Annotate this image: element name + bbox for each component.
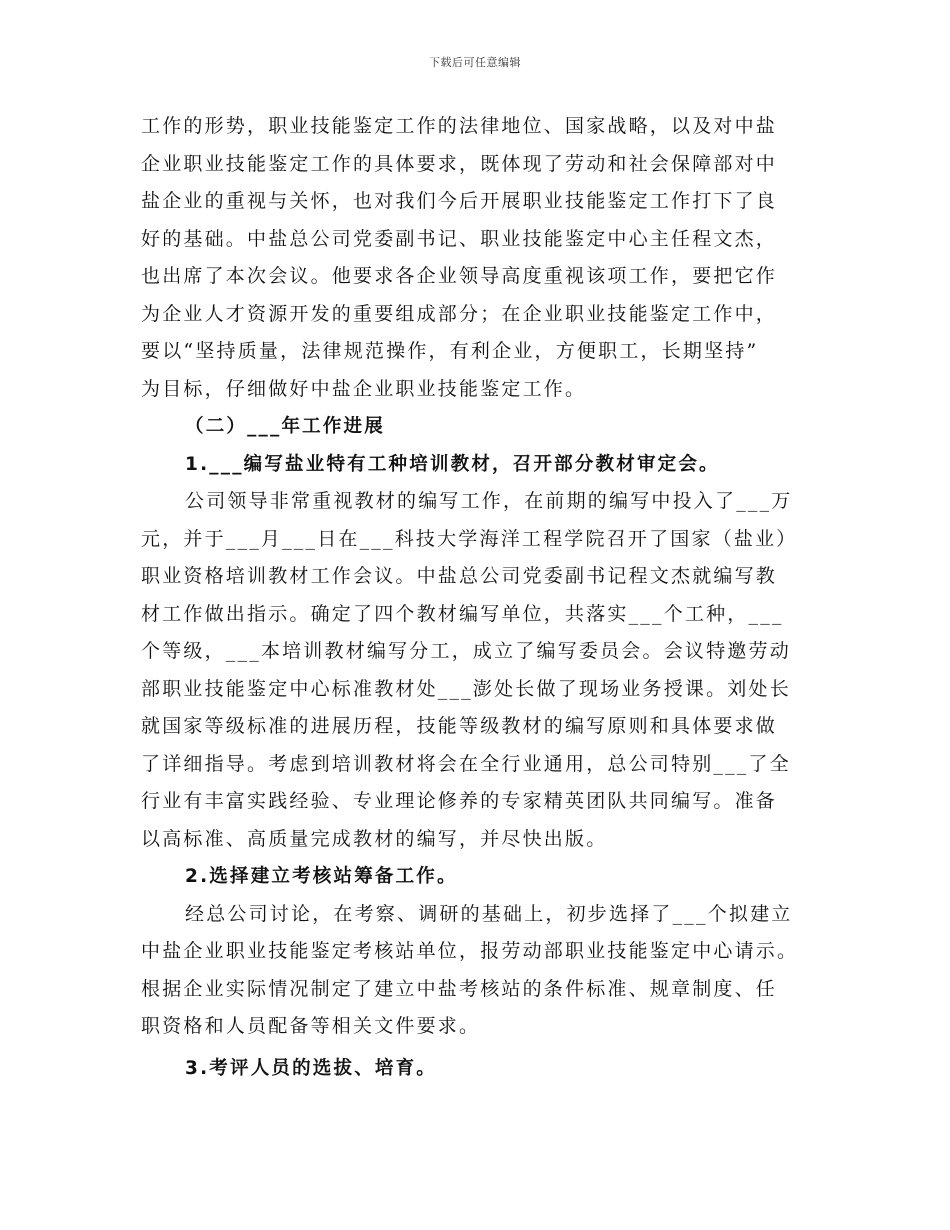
paragraph-line: 职业资格培训教材工作会议。中盐总公司党委副书记程文杰就编写教 (141, 565, 778, 587)
paragraph-line: 好的基础。中盐总公司党委副书记、职业技能鉴定中心主任程文杰， (141, 227, 778, 250)
paragraph-line: 职资格和人员配备等相关文件要求。 (141, 1015, 481, 1037)
paragraph-line: 要以“坚持质量，法律规范操作，有利企业，方便职工，长期坚持” (141, 340, 759, 362)
paragraph-line: 也出席了本次会议。他要求各企业领导高度重视该项工作，要把它作 (141, 265, 778, 287)
paragraph-line: 根据企业实际情况制定了建立中盐考核站的条件标准、规章制度、任 (141, 977, 778, 1000)
paragraph-line: 公司领导非常重视教材的编写工作，在前期的编写中投入了___万 (185, 490, 793, 512)
subsection-heading: 2.选择建立考核站筹备工作。 (185, 866, 458, 887)
paragraph-line: 就国家等级标准的进展历程，技能等级教材的编写原则和具体要求做 (141, 715, 778, 737)
paragraph-line: 为目标，仔细做好中盐企业职业技能鉴定工作。 (141, 377, 587, 400)
paragraph-line: 部职业技能鉴定中心标准教材处___澎处长做了现场业务授课。刘处长 (141, 677, 791, 700)
subsection-heading: 1.___编写盐业特有工种培训教材，召开部分教材审定会。 (185, 453, 720, 475)
paragraph-line: 以高标准、高质量完成教材的编写，并尽快出版。 (141, 827, 608, 850)
paragraph-line: 经总公司讨论，在考察、调研的基础上，初步选择了___个拟建立 (185, 902, 793, 925)
paragraph-line: 盐企业的重视与关怀，也对我们今后开展职业技能鉴定工作打下了良 (141, 190, 778, 212)
paragraph-line: 企业职业技能鉴定工作的具体要求，既体现了劳动和社会保障部对中 (141, 152, 778, 175)
paragraph-line: 行业有丰富实践经验、专业理论修养的专家精英团队共同编写。准备 (141, 790, 778, 812)
paragraph-line: 材工作做出指示。确定了四个教材编写单位，共落实___个工种，___ (141, 602, 784, 625)
section-heading: （二）___年工作进展 (185, 416, 385, 437)
paragraph-line: 中盐企业职业技能鉴定考核站单位，报劳动部职业技能鉴定中心请示。 (141, 940, 799, 962)
subsection-heading: 3.考评人员的选拔、培育。 (185, 1057, 438, 1079)
paragraph-line: 元，并于___月___日在___科技大学海洋工程学院召开了国家（盐业） (141, 527, 798, 550)
page-header: 下载后可任意编辑 (429, 56, 521, 69)
paragraph-line: 为企业人才资源开发的重要组成部分；在企业职业技能鉴定工作中， (141, 302, 778, 325)
paragraph-line: 个等级，___本培训教材编写分工，成立了编写委员会。会议特邀劳动 (141, 640, 791, 662)
paragraph-line: 工作的形势，职业技能鉴定工作的法律地位、国家战略，以及对中盐 (141, 115, 778, 137)
document-body (141, 108, 813, 1087)
paragraph-line: 了详细指导。考虑到培训教材将会在全行业通用，总公司特别___了全 (141, 752, 791, 775)
